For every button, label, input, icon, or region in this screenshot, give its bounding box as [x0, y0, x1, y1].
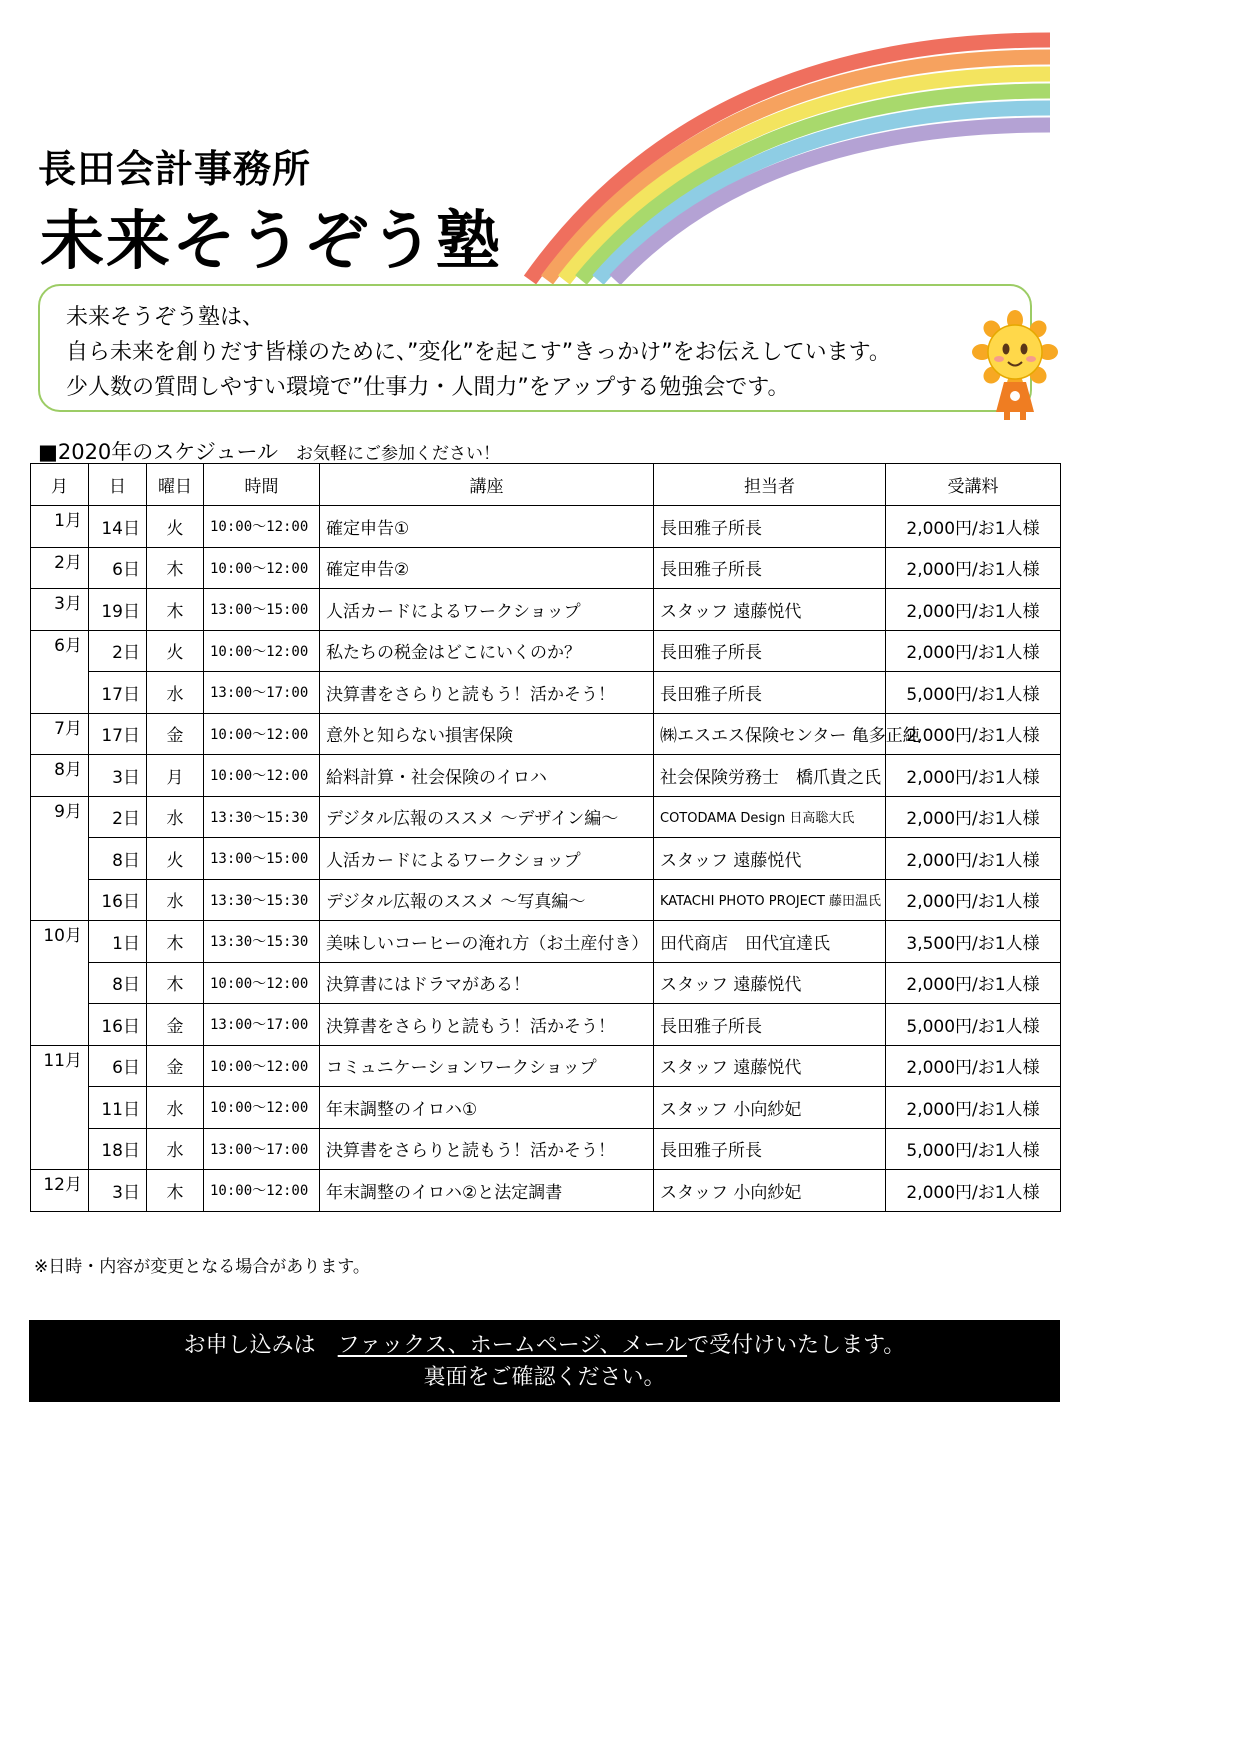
cell-instructor: 田代商店 田代宜達氏 — [654, 921, 886, 963]
cell-dow: 木 — [147, 589, 204, 631]
schedule-table — [30, 463, 1061, 1212]
intro-line: 少人数の質問しやすい環境で”仕事力・人間力”をアップする勉強会です。 — [66, 375, 790, 400]
cell-fee: 5,000円/お1人様 — [886, 1128, 1061, 1170]
application-line — [29, 1330, 1060, 1362]
cell-time: 13:00～17:00 — [204, 1004, 320, 1046]
cell-dow: 月 — [147, 755, 204, 797]
cell-day: 2日 — [89, 630, 147, 672]
cell-course: コミュニケーションワークショップ — [320, 1045, 654, 1087]
cell-day: 1日 — [89, 921, 147, 963]
table-row — [31, 796, 1061, 838]
table-row — [31, 1087, 1061, 1129]
cell-time: 13:00～15:00 — [204, 589, 320, 631]
cell-fee: 5,000円/お1人様 — [886, 672, 1061, 714]
table-row — [31, 962, 1061, 1004]
col-header-course: 講座 — [320, 464, 654, 506]
cell-course: 人活カードによるワークショップ — [320, 589, 654, 631]
cell-course: 決算書をさらりと読もう！活かそう！ — [320, 1128, 654, 1170]
cell-dow: 水 — [147, 879, 204, 921]
schedule-note: お気軽にご参加ください！ — [296, 444, 501, 464]
cell-instructor: スタッフ 遠藤悦代 — [654, 838, 886, 880]
cell-instructor: 長田雅子所長 — [654, 547, 886, 589]
cell-instructor: 長田雅子所長 — [654, 672, 886, 714]
cell-course: 年末調整のイロハ① — [320, 1087, 654, 1129]
cell-course: 私たちの税金はどこにいくのか？ — [320, 630, 654, 672]
cell-dow: 木 — [147, 962, 204, 1004]
table-row — [31, 713, 1061, 755]
cell-dow: 金 — [147, 1004, 204, 1046]
cell-instructor: 長田雅子所長 — [654, 506, 886, 548]
cell-dow: 水 — [147, 672, 204, 714]
cell-month: 8月 — [31, 755, 89, 797]
cell-fee: 2,000円/お1人様 — [886, 630, 1061, 672]
cell-time: 10:00～12:00 — [204, 1045, 320, 1087]
application-suffix: で受付けいたします。 — [687, 1333, 906, 1358]
cell-day: 18日 — [89, 1128, 147, 1170]
cell-instructor: COTODAMA Design 日高聡大氏 — [654, 796, 886, 838]
intro-line: 未来そうぞう塾は、 — [66, 305, 265, 330]
table-row — [31, 838, 1061, 880]
cell-time: 10:00～12:00 — [204, 630, 320, 672]
page-title: 未来そうぞう塾 — [40, 205, 502, 279]
cell-day: 3日 — [89, 1170, 147, 1212]
cell-dow: 金 — [147, 713, 204, 755]
col-header-fee: 受講料 — [886, 464, 1061, 506]
cell-time: 10:00～12:00 — [204, 506, 320, 548]
cell-time: 13:30～15:30 — [204, 879, 320, 921]
cell-course: 決算書にはドラマがある！ — [320, 962, 654, 1004]
cell-day: 17日 — [89, 713, 147, 755]
col-header-time: 時間 — [204, 464, 320, 506]
cell-day: 19日 — [89, 589, 147, 631]
cell-day: 11日 — [89, 1087, 147, 1129]
cell-day: 2日 — [89, 796, 147, 838]
table-header-row — [31, 464, 1061, 506]
cell-course: 決算書をさらりと読もう！活かそう！ — [320, 672, 654, 714]
cell-fee: 5,000円/お1人様 — [886, 1004, 1061, 1046]
cell-course: 決算書をさらりと読もう！活かそう！ — [320, 1004, 654, 1046]
cell-course: 確定申告② — [320, 547, 654, 589]
cell-dow: 木 — [147, 547, 204, 589]
cell-course: 意外と知らない損害保険 — [320, 713, 654, 755]
cell-dow: 木 — [147, 1170, 204, 1212]
organization-name: 長田会計事務所 — [38, 147, 312, 191]
cell-month: 3月 — [31, 589, 89, 631]
cell-fee: 2,000円/お1人様 — [886, 713, 1061, 755]
cell-dow: 火 — [147, 838, 204, 880]
cell-instructor: スタッフ 遠藤悦代 — [654, 1045, 886, 1087]
cell-instructor: スタッフ 小向紗妃 — [654, 1170, 886, 1212]
table-row — [31, 630, 1061, 672]
table-row — [31, 921, 1061, 963]
table-row — [31, 589, 1061, 631]
cell-dow: 火 — [147, 630, 204, 672]
cell-course: 確定申告① — [320, 506, 654, 548]
schedule-title: ■2020年のスケジュール — [38, 440, 279, 464]
schedule-heading — [38, 436, 500, 466]
cell-fee: 2,000円/お1人様 — [886, 1087, 1061, 1129]
cell-day: 6日 — [89, 1045, 147, 1087]
cell-month: 11月 — [31, 1045, 89, 1170]
cell-time: 10:00～12:00 — [204, 962, 320, 1004]
cell-instructor: スタッフ 小向紗妃 — [654, 1087, 886, 1129]
cell-course: 美味しいコーヒーの淹れ方（お土産付き） — [320, 921, 654, 963]
cell-dow: 木 — [147, 921, 204, 963]
cell-month: 2月 — [31, 547, 89, 589]
cell-course: デジタル広報のススメ ～デザイン編～ — [320, 796, 654, 838]
cell-instructor: 長田雅子所長 — [654, 1004, 886, 1046]
table-row — [31, 755, 1061, 797]
cell-dow: 金 — [147, 1045, 204, 1087]
application-methods: ファックス、ホームページ、メール — [337, 1333, 688, 1358]
cell-instructor: スタッフ 遠藤悦代 — [654, 962, 886, 1004]
table-row — [31, 672, 1061, 714]
footnote: ※日時・内容が変更となる場合があります。 — [34, 1257, 370, 1277]
cell-time: 10:00～12:00 — [204, 1170, 320, 1212]
application-prefix: お申し込みは — [183, 1333, 338, 1358]
cell-dow: 水 — [147, 1087, 204, 1129]
cell-course: 年末調整のイロハ②と法定調書 — [320, 1170, 654, 1212]
col-header-month: 月 — [31, 464, 89, 506]
table-row — [31, 506, 1061, 548]
table-row — [31, 879, 1061, 921]
cell-instructor: 長田雅子所長 — [654, 630, 886, 672]
cell-dow: 火 — [147, 506, 204, 548]
cell-instructor: 社会保険労務士 橋爪貴之氏 — [654, 755, 886, 797]
table-row — [31, 1128, 1061, 1170]
cell-day: 14日 — [89, 506, 147, 548]
cell-day: 8日 — [89, 838, 147, 880]
cell-instructor: スタッフ 遠藤悦代 — [654, 589, 886, 631]
cell-month: 9月 — [31, 796, 89, 921]
cell-course: 人活カードによるワークショップ — [320, 838, 654, 880]
cell-month: 12月 — [31, 1170, 89, 1212]
cell-month: 7月 — [31, 713, 89, 755]
cell-month: 10月 — [31, 921, 89, 1046]
table-row — [31, 1170, 1061, 1212]
cell-course: 給料計算・社会保険のイロハ — [320, 755, 654, 797]
cell-fee: 2,000円/お1人様 — [886, 879, 1061, 921]
cell-time: 13:30～15:30 — [204, 796, 320, 838]
cell-day: 6日 — [89, 547, 147, 589]
cell-day: 16日 — [89, 1004, 147, 1046]
cell-day: 3日 — [89, 755, 147, 797]
application-banner — [29, 1320, 1060, 1402]
cell-fee: 2,000円/お1人様 — [886, 506, 1061, 548]
table-row — [31, 1045, 1061, 1087]
cell-fee: 3,500円/お1人様 — [886, 921, 1061, 963]
cell-time: 10:00～12:00 — [204, 1087, 320, 1129]
cell-time: 10:00～12:00 — [204, 755, 320, 797]
cell-month: 6月 — [31, 630, 89, 713]
cell-fee: 2,000円/お1人様 — [886, 1170, 1061, 1212]
cell-day: 17日 — [89, 672, 147, 714]
col-header-weekday: 曜日 — [147, 464, 204, 506]
cell-instructor: 長田雅子所長 — [654, 1128, 886, 1170]
sunflower-mascot-icon — [968, 312, 1062, 422]
cell-day: 16日 — [89, 879, 147, 921]
cell-instructor: ㈱エスエス保険センター 亀多正純 — [654, 713, 886, 755]
cell-time: 13:30～15:30 — [204, 921, 320, 963]
cell-dow: 水 — [147, 796, 204, 838]
cell-course: デジタル広報のススメ ～写真編～ — [320, 879, 654, 921]
cell-day: 8日 — [89, 962, 147, 1004]
table-row — [31, 1004, 1061, 1046]
cell-time: 13:00～15:00 — [204, 838, 320, 880]
cell-month: 1月 — [31, 506, 89, 548]
cell-time: 10:00～12:00 — [204, 713, 320, 755]
cell-dow: 水 — [147, 1128, 204, 1170]
application-note: 裏面をご確認ください。 — [423, 1365, 666, 1390]
cell-fee: 2,000円/お1人様 — [886, 589, 1061, 631]
intro-box — [38, 284, 1032, 412]
cell-fee: 2,000円/お1人様 — [886, 755, 1061, 797]
cell-fee: 2,000円/お1人様 — [886, 962, 1061, 1004]
col-header-instructor: 担当者 — [654, 464, 886, 506]
cell-time: 13:00～17:00 — [204, 672, 320, 714]
cell-fee: 2,000円/お1人様 — [886, 1045, 1061, 1087]
intro-line: 自ら未来を創りだす皆様のために、”変化”を起こす”きっかけ”をお伝えしています。 — [66, 340, 891, 365]
cell-fee: 2,000円/お1人様 — [886, 547, 1061, 589]
cell-fee: 2,000円/お1人様 — [886, 838, 1061, 880]
col-header-day: 日 — [89, 464, 147, 506]
table-row — [31, 547, 1061, 589]
cell-time: 13:00～17:00 — [204, 1128, 320, 1170]
cell-time: 10:00～12:00 — [204, 547, 320, 589]
cell-instructor: KATACHI PHOTO PROJECT 藤田温氏 — [654, 879, 886, 921]
cell-fee: 2,000円/お1人様 — [886, 796, 1061, 838]
